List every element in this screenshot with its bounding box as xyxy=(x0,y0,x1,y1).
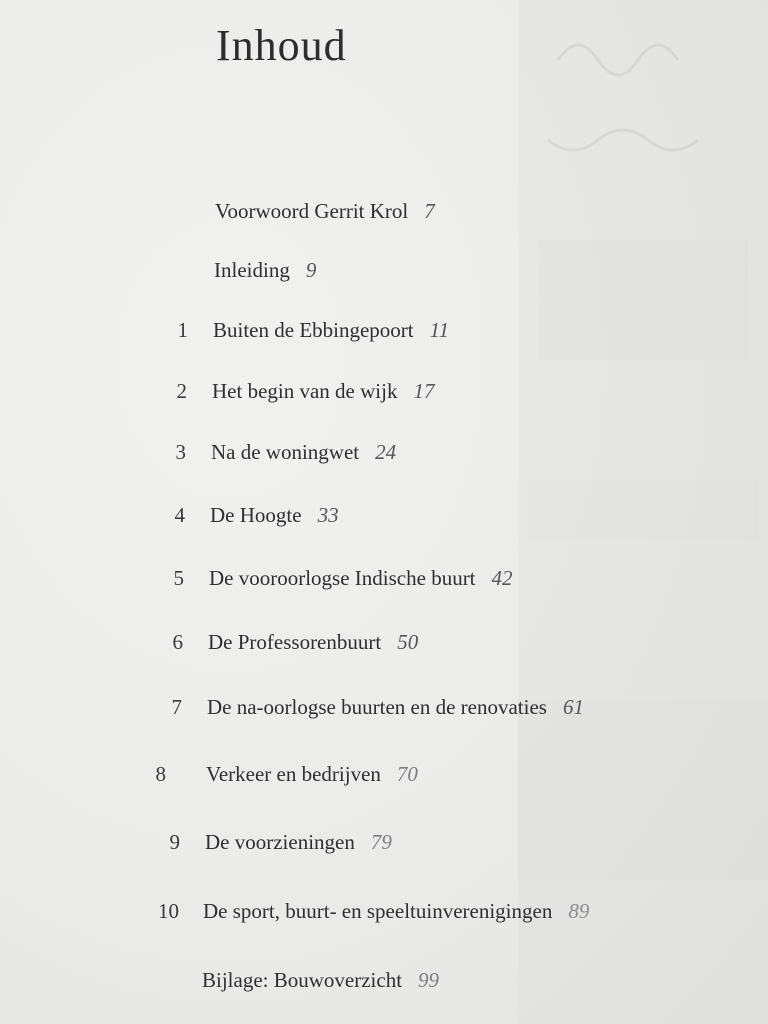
toc-entry-chapter-10 xyxy=(0,896,768,926)
toc-entry-title: Het begin van de wijk xyxy=(212,379,398,403)
toc-entry-page: 24 xyxy=(375,440,397,464)
toc-entry-chapter-4 xyxy=(0,500,768,530)
toc-entry-page: 33 xyxy=(317,503,339,527)
toc-entry-chapter-8 xyxy=(0,759,768,789)
toc-entry-title: Inleiding xyxy=(214,258,290,282)
page-title: Inhoud xyxy=(216,21,347,70)
toc-entry-number: 8 xyxy=(155,762,166,786)
toc-entry-number: 3 xyxy=(175,440,186,464)
toc-entry-title: De na-oorlogse buurten en de renovaties xyxy=(207,695,547,719)
toc-entry-title: De vooroorlogse Indische buurt xyxy=(209,566,476,590)
toc-entry-page: 79 xyxy=(370,830,392,854)
toc-entry-number: 6 xyxy=(172,630,183,654)
toc-entry-page: 50 xyxy=(397,630,419,654)
toc-entry-title: De Professorenbuurt xyxy=(208,630,382,654)
toc-entry-chapter-7 xyxy=(0,692,768,722)
toc-entry-page: 7 xyxy=(424,199,435,223)
toc-entry-number: 4 xyxy=(174,503,185,527)
toc-entry-chapter-2 xyxy=(0,376,768,406)
toc-entry-number: 1 xyxy=(177,318,188,342)
toc-entry-title: Voorwoord Gerrit Krol xyxy=(215,199,409,223)
toc-entry-chapter-6 xyxy=(0,627,768,657)
toc-entry-page: 42 xyxy=(491,566,513,590)
toc-entry-number: 10 xyxy=(158,899,179,923)
toc-entry-number: 2 xyxy=(176,379,187,403)
toc-entry-page: 17 xyxy=(413,379,435,403)
toc-entry-chapter-3 xyxy=(0,437,768,467)
toc-entry-page: 70 xyxy=(396,762,418,786)
toc-entry-title: De Hoogte xyxy=(210,503,302,527)
toc-entry-page: 9 xyxy=(305,258,317,282)
toc-entry-page: 11 xyxy=(429,318,450,342)
toc-entry-chapter-5 xyxy=(0,563,768,593)
toc-entry-number: 7 xyxy=(171,695,182,719)
toc-entry-inleiding xyxy=(0,255,768,285)
toc-entry-title: Buiten de Ebbingepoort xyxy=(213,318,414,342)
toc-entry-title: Na de woningwet xyxy=(211,440,360,464)
toc-entry-title: Bijlage: Bouwoverzicht xyxy=(202,968,403,992)
toc-entry-page: 89 xyxy=(568,899,590,923)
toc-entry-chapter-1 xyxy=(0,315,768,345)
toc-entry-page: 61 xyxy=(562,695,584,719)
toc-entry-title: Verkeer en bedrijven xyxy=(206,762,381,786)
toc-entry-number: 5 xyxy=(173,566,184,590)
toc-entry-title: De voorzieningen xyxy=(205,830,355,854)
toc-entry-bijlage xyxy=(0,965,768,995)
toc-entry-voorwoord xyxy=(0,196,768,226)
toc-entry-chapter-9 xyxy=(0,827,768,857)
toc-entry-page: 99 xyxy=(418,968,440,992)
toc-entry-title: De sport, buurt- en speeltuinverenigingen xyxy=(203,899,553,923)
toc-entry-number: 9 xyxy=(169,830,180,854)
